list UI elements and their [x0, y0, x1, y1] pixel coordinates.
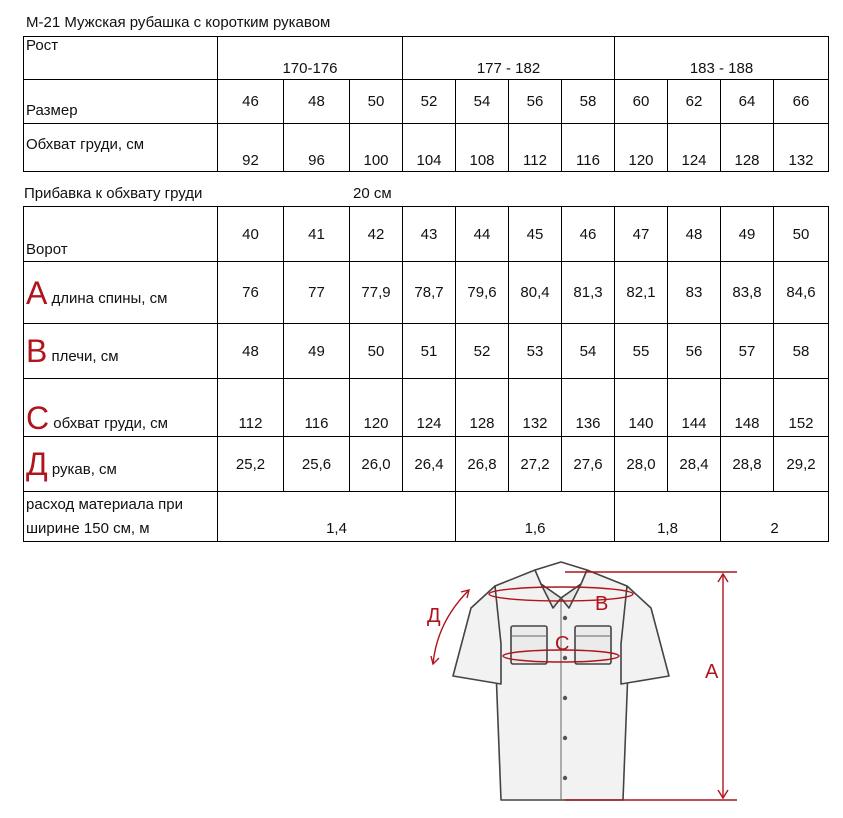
- value-cell: 28,8: [721, 437, 774, 492]
- value-cell: 136: [562, 379, 615, 437]
- value-cell: 144: [668, 379, 721, 437]
- value-cell: 78,7: [403, 262, 456, 324]
- diagram-label-b: В: [595, 593, 609, 615]
- shirt-diagram: [415, 552, 745, 807]
- measure-letter: Д: [26, 446, 48, 482]
- chest-cell: 96: [284, 124, 350, 172]
- value-cell: 25,6: [284, 437, 350, 492]
- collar-cell: 42: [350, 207, 403, 262]
- size-label: Размер: [24, 80, 218, 124]
- page-title: М-21 Мужская рубашка с коротким рукавом: [26, 14, 331, 31]
- value-cell: 57: [721, 324, 774, 379]
- collar-cell: 48: [668, 207, 721, 262]
- value-cell: 51: [403, 324, 456, 379]
- value-cell: 120: [350, 379, 403, 437]
- size-cell: 48: [284, 80, 350, 124]
- back-length-row: [24, 262, 829, 324]
- value-cell: 81,3: [562, 262, 615, 324]
- value-cell: 124: [403, 379, 456, 437]
- chest-cell: 108: [456, 124, 509, 172]
- consumption-cell: 1,8: [615, 492, 721, 542]
- consumption-cell: 1,6: [456, 492, 615, 542]
- collar-cell: 44: [456, 207, 509, 262]
- chest-cell: 132: [774, 124, 829, 172]
- value-cell: 84,6: [774, 262, 829, 324]
- measure-letter: В: [26, 333, 48, 369]
- chest-girth-row: [24, 379, 829, 437]
- chest-row: [24, 124, 829, 172]
- value-cell: 55: [615, 324, 668, 379]
- value-cell: 26,0: [350, 437, 403, 492]
- measure-label: длина спины, см: [51, 289, 168, 307]
- value-cell: 28,4: [668, 437, 721, 492]
- value-cell: 132: [509, 379, 562, 437]
- chest-cell: 128: [721, 124, 774, 172]
- addition-label: Прибавка к обхвату груди: [24, 185, 203, 202]
- value-cell: 54: [562, 324, 615, 379]
- value-cell: 26,4: [403, 437, 456, 492]
- measure-label: рукав, см: [51, 461, 117, 478]
- value-cell: 112: [218, 379, 284, 437]
- collar-cell: 46: [562, 207, 615, 262]
- consumption-row: [24, 492, 829, 542]
- value-cell: 77,9: [350, 262, 403, 324]
- value-cell: 140: [615, 379, 668, 437]
- chest-cell: 112: [509, 124, 562, 172]
- collar-cell: 45: [509, 207, 562, 262]
- collar-label: Ворот: [24, 207, 218, 262]
- measure-label: обхват груди, см: [53, 415, 168, 432]
- height-label: Рост: [24, 37, 218, 80]
- value-cell: 56: [668, 324, 721, 379]
- value-cell: 48: [218, 324, 284, 379]
- sleeve-row: [24, 437, 829, 492]
- value-cell: 128: [456, 379, 509, 437]
- consumption-label-line: ширине 150 см, м: [26, 519, 150, 537]
- value-cell: 83: [668, 262, 721, 324]
- chest-cell: 120: [615, 124, 668, 172]
- value-cell: 50: [350, 324, 403, 379]
- value-cell: 83,8: [721, 262, 774, 324]
- value-cell: 116: [284, 379, 350, 437]
- size-cell: 46: [218, 80, 284, 124]
- value-cell: 77: [284, 262, 350, 324]
- height-group: 183 - 188: [615, 37, 829, 80]
- consumption-cell: 2: [721, 492, 829, 542]
- size-cell: 52: [403, 80, 456, 124]
- size-cell: 64: [721, 80, 774, 124]
- collar-cell: 50: [774, 207, 829, 262]
- value-cell: 58: [774, 324, 829, 379]
- size-cell: 62: [668, 80, 721, 124]
- value-cell: 28,0: [615, 437, 668, 492]
- diagram-label-d: Д: [427, 605, 441, 627]
- value-cell: 25,2: [218, 437, 284, 492]
- consumption-label-line: расход материала при: [26, 495, 183, 513]
- diagram-label-a: А: [705, 661, 719, 683]
- shoulders-row: [24, 324, 829, 379]
- chest-cell: 124: [668, 124, 721, 172]
- value-cell: 52: [456, 324, 509, 379]
- chest-label: Обхват груди, см: [24, 124, 218, 172]
- chest-cell: 116: [562, 124, 615, 172]
- measurements-table: [23, 206, 829, 542]
- height-group: 170-176: [218, 37, 403, 80]
- value-cell: 29,2: [774, 437, 829, 492]
- size-cell: 58: [562, 80, 615, 124]
- measure-label: плечи, см: [51, 348, 119, 365]
- size-row: [24, 80, 829, 124]
- value-cell: 148: [721, 379, 774, 437]
- height-row: [24, 37, 829, 80]
- value-cell: 152: [774, 379, 829, 437]
- size-cell: 60: [615, 80, 668, 124]
- value-cell: 26,8: [456, 437, 509, 492]
- value-cell: 79,6: [456, 262, 509, 324]
- size-cell: 54: [456, 80, 509, 124]
- collar-cell: 49: [721, 207, 774, 262]
- value-cell: 49: [284, 324, 350, 379]
- consumption-label: [24, 492, 218, 542]
- value-cell: 27,2: [509, 437, 562, 492]
- chest-cell: 92: [218, 124, 284, 172]
- value-cell: 53: [509, 324, 562, 379]
- measure-letter: С: [26, 400, 50, 436]
- value-cell: 27,6: [562, 437, 615, 492]
- collar-cell: 47: [615, 207, 668, 262]
- collar-cell: 40: [218, 207, 284, 262]
- collar-cell: 43: [403, 207, 456, 262]
- consumption-cell: 1,4: [218, 492, 456, 542]
- height-group: 177 - 182: [403, 37, 615, 80]
- chest-cell: 104: [403, 124, 456, 172]
- chest-cell: 100: [350, 124, 403, 172]
- value-cell: 82,1: [615, 262, 668, 324]
- size-table: [23, 36, 829, 172]
- size-cell: 56: [509, 80, 562, 124]
- measure-letter: А: [26, 274, 48, 311]
- value-cell: 80,4: [509, 262, 562, 324]
- collar-cell: 41: [284, 207, 350, 262]
- collar-row: [24, 207, 829, 262]
- size-cell: 50: [350, 80, 403, 124]
- size-cell: 66: [774, 80, 829, 124]
- diagram-label-c: С: [555, 633, 570, 655]
- addition-value: 20 см: [353, 185, 392, 202]
- value-cell: 76: [218, 262, 284, 324]
